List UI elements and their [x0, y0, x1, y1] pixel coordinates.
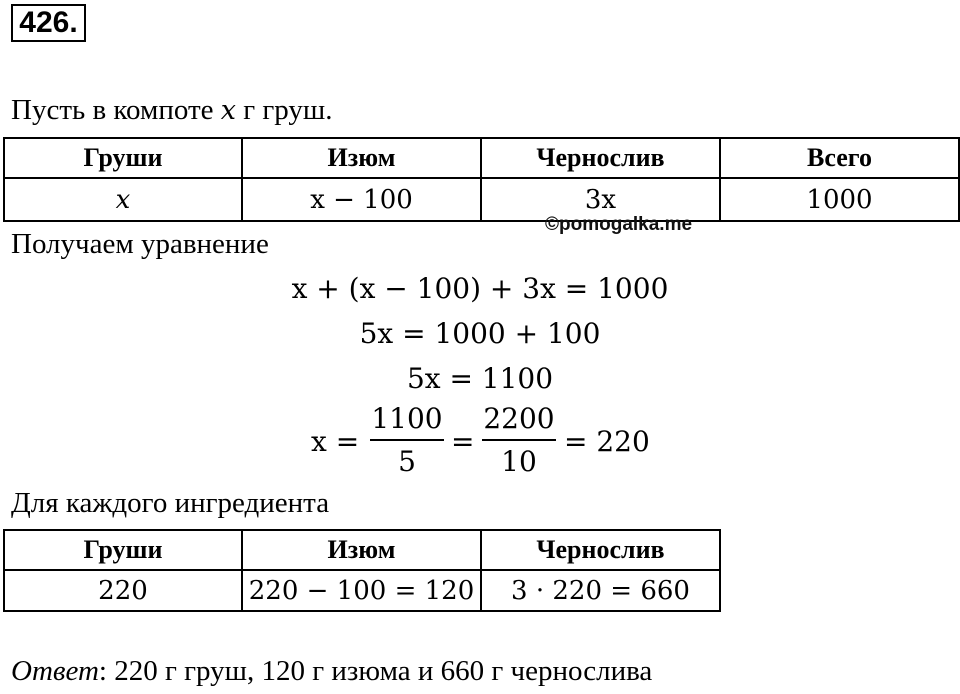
header-raisins: Изюм — [242, 530, 481, 570]
table-header-row — [4, 138, 959, 178]
cell-pears: 220 — [4, 570, 242, 611]
cell-pears: x — [4, 178, 242, 221]
equation-intro: Получаем уравнение — [11, 228, 269, 260]
header-pears: Груши — [4, 530, 242, 570]
equation-3: 5x = 1100 — [406, 362, 554, 395]
answer-text: : 220 г груш, 120 г изюма и 660 г чернослива — [98, 655, 653, 687]
cell-raisins: x − 100 — [242, 178, 481, 221]
fraction-middle-equals: = — [451, 425, 475, 458]
header-pears: Груши — [4, 138, 242, 178]
answer — [11, 655, 652, 688]
header-total: Всего — [720, 138, 959, 178]
intro-prefix: Пусть в компоте — [11, 94, 221, 126]
table-row — [4, 570, 720, 611]
ingredients-intro: Для каждого ингредиента — [11, 487, 330, 519]
cell-total: 1000 — [720, 178, 959, 221]
fraction-1-numerator: 1100 — [371, 402, 443, 435]
answer-label: Ответ — [11, 655, 99, 687]
cell-raisins: 220 − 100 = 120 — [242, 570, 481, 611]
equation-2: 5x = 1000 + 100 — [359, 317, 601, 350]
problem-number: 426. — [11, 4, 86, 42]
intro-text — [11, 94, 333, 127]
fraction-2-bar — [482, 439, 556, 441]
intro-suffix: г груш. — [236, 94, 333, 126]
intro-variable: x — [220, 95, 236, 126]
table-header-row — [4, 530, 720, 570]
header-raisins: Изюм — [242, 138, 481, 178]
fraction-1-denominator: 5 — [398, 445, 416, 478]
watermark: ©pomogalka.me — [545, 214, 693, 235]
equation-1: x + (x − 100) + 3x = 1000 — [291, 272, 669, 305]
fraction-1-bar — [370, 439, 444, 441]
fraction-2-denominator: 10 — [501, 445, 537, 478]
fraction-2-numerator: 2200 — [483, 402, 555, 435]
table-quantities — [3, 137, 960, 222]
table-ingredients — [3, 529, 721, 612]
fraction-1 — [370, 402, 444, 478]
fraction-lhs: x = — [311, 425, 360, 458]
fraction-2 — [482, 402, 556, 478]
cell-prunes: 3x — [481, 178, 720, 221]
cell-prunes: 3 · 220 = 660 — [481, 570, 720, 611]
fraction-rhs: = 220 — [564, 425, 650, 458]
table-row — [4, 178, 959, 221]
header-prunes: Чернослив — [481, 530, 720, 570]
header-prunes: Чернослив — [481, 138, 720, 178]
